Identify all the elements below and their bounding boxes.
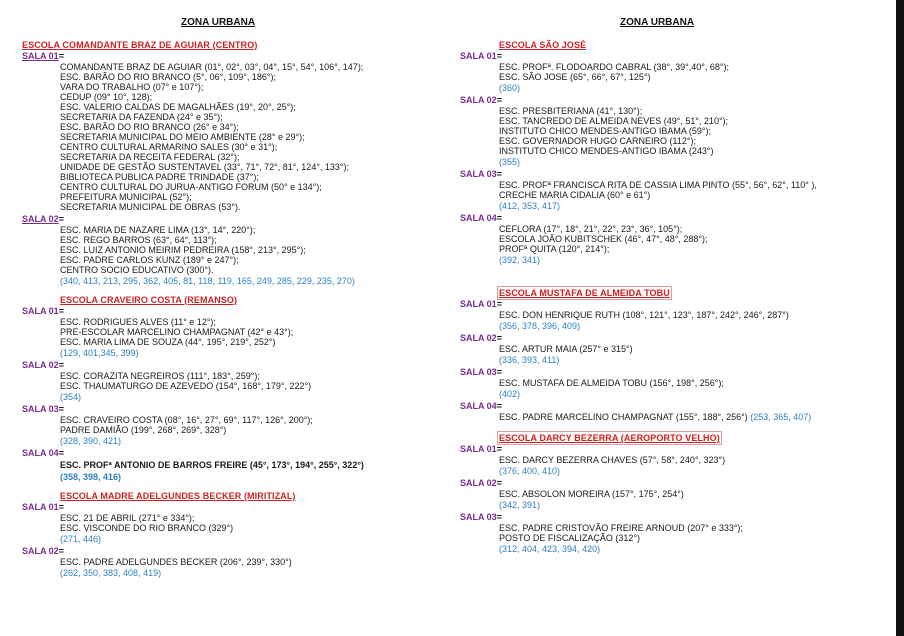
sala-label: SALA 02= xyxy=(22,546,64,556)
sala-label: SALA 01= xyxy=(22,306,64,316)
list-item: ESC. PRESBITERIANA (41°, 130°); xyxy=(499,106,643,116)
sala-label: SALA 02= xyxy=(460,333,502,343)
list-item: PRE-ESCOLAR MARCELINO CHAMPAGNAT (42° e 43°); xyxy=(60,327,294,337)
list-item: INSTITUTO CHICO MENDES-ANTIGO IBAMA (243°) xyxy=(499,146,714,156)
section-codes: (129, 401,345, 399) xyxy=(60,348,139,358)
section-codes: (402) xyxy=(499,389,521,399)
list-item: ESC. PROFª ANTONIO DE BARROS FREIRE (45°, 173°, 194°, 255°, 322°) xyxy=(60,460,364,470)
list-item: VARA DO TRABALHO (07° e 107°); xyxy=(60,82,204,92)
sala-label: SALA 03= xyxy=(460,512,502,522)
list-item: CENTRO CULTURAL DO JURUA-ANTIGO FORUM (50° e 134°); xyxy=(60,182,322,192)
list-item: CENTRO SOCIO EDUCATIVO (300°). xyxy=(60,265,214,275)
list-item: CEDUP (09° 10°, 128); xyxy=(60,92,153,102)
section-codes: (392, 341) xyxy=(499,255,541,265)
list-item: COMANDANTE BRAZ DE AGUIAR (01°, 02°, 03°, 04°, 15°, 54°, 106°, 147); xyxy=(60,62,364,72)
section-codes: (412, 353, 417) xyxy=(499,201,561,211)
list-item: ESC. REGO BARROS (63°, 64°, 113°); xyxy=(60,235,217,245)
list-item: ESC. PADRE MARCELINO CHAMPAGNAT (155°, 188°, 256°) (253, 365, 407) xyxy=(499,412,812,422)
list-item: UNIDADE DE GESTÃO SUSTENTAVEL (33°, 71°, 72°, 81°, 124°, 133°); xyxy=(60,162,350,172)
list-item: ESC. DON HENRIQUE RUTH (108°, 121°, 123°, 187°, 242°, 246°, 287°) xyxy=(499,310,789,320)
list-item: ESC. VISCONDE DO RIO BRANCO (329°) xyxy=(60,523,234,533)
sala-label: SALA 02= xyxy=(22,360,64,370)
section-codes: (355) xyxy=(499,157,521,167)
sala-label: SALA 01= xyxy=(22,51,64,61)
list-item: PADRE DAMIÃO (199°, 268°, 269°, 328°) xyxy=(60,425,227,435)
list-item: PREFEITURA MUNICIPAL (52°); xyxy=(60,192,192,202)
section-codes: (312, 404, 423, 394, 420) xyxy=(499,544,601,554)
list-item: ESC. CORAZITA NEGREIROS (111°, 183°, 259°); xyxy=(60,371,260,381)
list-item: CENTRO CULTURAL ARMARINO SALES (30° e 31°); xyxy=(60,142,278,152)
section-codes: (340, 413, 213, 295, 362, 405, 81, 118, 119, 165, 249, 285, 229, 235, 270) xyxy=(60,276,355,286)
school-madre-adelgundes: ESCOLA MADRE ADELGUNDES BECKER (MIRITIZAL) xyxy=(60,491,296,501)
section-codes: (336, 393, 411) xyxy=(499,355,560,365)
school-sao-jose: ESCOLA SÃO JOSÉ xyxy=(499,40,587,50)
list-item: ESC. PADRE CRISTOVÃO FREIRE ARNOUD (207° e 333°); xyxy=(499,523,743,533)
list-item: ESC. ABSOLON MOREIRA (157°, 175°, 254°) xyxy=(499,489,684,499)
list-item: ESC. BARÃO DO RIO BRANCO (5°, 06°, 109°, 186°); xyxy=(60,72,276,82)
list-item: ESC. PROFª. FLODOARDO CABRAL (38°, 39°,40°, 68°); xyxy=(499,62,729,72)
sala-label: SALA 04= xyxy=(460,213,502,223)
section-codes: (358, 398, 416) xyxy=(60,472,122,482)
zone-header-right: ZONA URBANA xyxy=(620,17,695,28)
section-codes: (271, 446) xyxy=(60,534,102,544)
list-item: INSTITUTO CHICO MENDES-ANTIGO IBAMA (59°); xyxy=(499,126,711,136)
list-item: ESC. PROFª FRANCISCA RITA DE CASSIA LIMA PINTO (55°, 56°, 62°, 110° ), xyxy=(499,180,817,190)
sala-label: SALA 02= xyxy=(22,214,64,224)
list-item: ESC. CRAVEIRO COSTA (08°, 16°, 27°, 69°, 117°, 126°, 200°); xyxy=(60,415,313,425)
list-item: SECRETARIA MUNICIPAL DE OBRAS (53°). xyxy=(60,202,241,212)
list-item: ESC. LUIZ ANTONIO MEIRIM PEDREIRA (158°, 213°, 295°); xyxy=(60,245,306,255)
section-codes: (262, 350, 383, 408, 419) xyxy=(60,568,162,578)
sala-label: SALA 03= xyxy=(22,404,64,414)
list-item: ESC. RODRIGUES ALVES (11° e 12°); xyxy=(60,317,216,327)
list-item: POSTO DE FISCALIZAÇÃO (312°) xyxy=(499,533,640,543)
school-comandante-braz: ESCOLA COMANDANTE BRAZ DE AGUIAR (CENTRO) xyxy=(22,40,258,50)
zone-header-left: ZONA URBANA xyxy=(181,17,256,28)
section-codes: (354) xyxy=(60,392,82,402)
school-craveiro-costa: ESCOLA CRAVEIRO COSTA (REMANSO) xyxy=(60,295,238,305)
list-item: ESC. PADRE CARLOS KUNZ (189° e 247°); xyxy=(60,255,239,265)
section-codes: (253, 365, 407) xyxy=(750,412,812,422)
section-codes: (328, 390, 421) xyxy=(60,436,122,446)
school-darcy-bezerra: ESCOLA DARCY BEZERRA (AEROPORTO VELHO) xyxy=(499,433,720,443)
page-edge xyxy=(896,0,904,636)
sala-label: SALA 01= xyxy=(460,299,502,309)
list-item: ESCOLA JOÃO KUBITSCHEK (46°, 47°, 48°, 288°); xyxy=(499,234,708,244)
list-item: ESC. BARÃO DO RIO BRANCO (26° e 34°); xyxy=(60,122,239,132)
list-item: SECRETARIA DA FAZENDA (24° e 35°); xyxy=(60,112,223,122)
section-codes: (360) xyxy=(499,83,521,93)
list-item: SECRETARIA MUNICIPAL DO MEIO AMBIENTE (28° e 29°); xyxy=(60,132,305,142)
list-item: ESC. SÃO JOSE (65°, 66°, 67°, 125°) xyxy=(499,72,651,82)
list-item: ESC. ARTUR MAIA (257° e 315°) xyxy=(499,344,633,354)
list-item: ESC. PADRE ADELGUNDES BECKER (206°, 239°, 330°) xyxy=(60,557,292,567)
list-item: BIBLIOTECA PUBLICA PADRE TRINDADE (37°); xyxy=(60,172,259,182)
list-item: ESC. THAUMATURGO DE AZEVEDO (154°, 168°, 179°, 222°) xyxy=(60,381,312,391)
sala-label: SALA 01= xyxy=(460,51,502,61)
sala-label: SALA 03= xyxy=(460,169,502,179)
list-item: ESC. 21 DE ABRIL (271° e 334°); xyxy=(60,513,195,523)
section-codes: (376, 400, 410) xyxy=(499,466,561,476)
sala-label: SALA 01= xyxy=(22,502,64,512)
sala-label: SALA 02= xyxy=(460,478,502,488)
list-item: ESC. TANCREDO DE ALMEIDA NEVES (49°, 51°, 210°); xyxy=(499,116,729,126)
sala-label: SALA 02= xyxy=(460,95,502,105)
list-item: ESC. VALERIO CALDAS DE MAGALHÃES (19°, 20°, 25°); xyxy=(60,102,296,112)
sala-label: SALA 01= xyxy=(460,444,502,454)
list-item: SECRETARIA DA RECEITA FEDERAL (32°); xyxy=(60,152,240,162)
list-item: CRECHE MARIA CIDALIA (60° e 61°) xyxy=(499,190,651,200)
list-item: ESC. GOVERNADOR HUGO CARNEIRO (112°); xyxy=(499,136,696,146)
sala-label: SALA 04= xyxy=(460,401,502,411)
section-codes: (356, 378, 396, 409) xyxy=(499,321,581,331)
list-item: ESC. DARCY BEZERRA CHAVES (57°, 58°, 240°, 323°) xyxy=(499,455,726,465)
list-item: ESC. MARIA LIMA DE SOUZA (44°, 195°, 219°, 252°) xyxy=(60,337,276,347)
list-item: ESC. MUSTAFA DE ALMEIDA TOBU (156°, 198°, 256°); xyxy=(499,378,724,388)
list-item: PROFª QUITA (120°, 214°); xyxy=(499,244,610,254)
sala-label: SALA 04= xyxy=(22,448,64,458)
list-item: ESC. MARIA DE NAZARE LIMA (13°, 14°, 220°); xyxy=(60,225,256,235)
section-codes: (342, 391) xyxy=(499,500,541,510)
list-item: CEFLORA (17°, 18°, 21°, 22°, 23°, 36°, 105°); xyxy=(499,224,683,234)
sala-label: SALA 03= xyxy=(460,367,502,377)
school-mustafa-tobu: ESCOLA MUSTAFA DE ALMEIDA TOBU xyxy=(499,288,670,298)
